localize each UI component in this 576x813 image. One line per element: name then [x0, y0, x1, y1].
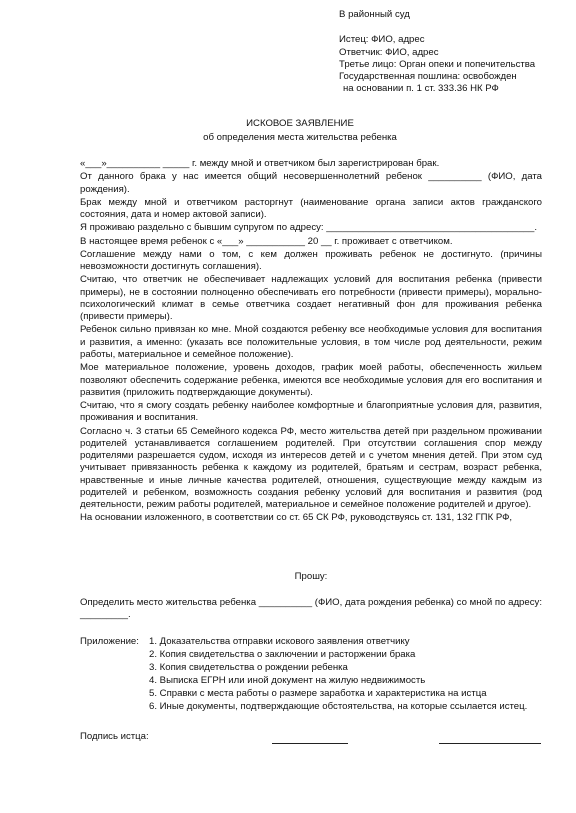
list-item — [80, 688, 550, 701]
attachment-item: 2. Копия свидетельства о заключении и расторжении брака — [149, 649, 416, 661]
signature-label: Подпись истца: — [80, 731, 149, 742]
paragraph-attachment: Ребенок сильно привязан ко мне. Мной создаются ребенку все необходимые условия для воспитания и развития, а именно: (указать все положительные условия, в том числе род деятельности, режим работы, материальное и семейное положение). — [80, 324, 542, 360]
request-heading: Прошу: — [294, 571, 328, 582]
list-item — [80, 636, 550, 649]
attachment-item: 3. Копия свидетельства о рождении ребенка — [149, 662, 348, 674]
document-title: ИСКОВОЕ ЗАЯВЛЕНИЕ — [246, 118, 354, 129]
fee-line: Государственная пошлина: освобожден — [339, 71, 517, 83]
paragraph-defendant-conditions: Считаю, что ответчик не обеспечивает надлежащих условий для воспитания ребенка (привести примеры), не в состоянии полноценно обеспечивать его потребности (привести примеры), морально-психологический климат в семье ответчика создает негативный фон для проживания ребенка (привести примеры). — [80, 274, 542, 323]
paragraph-divorce: Брак между мной и ответчиком расторгнут (наименование органа записи актов гражданского состояния, дата и номер актовой записи). — [80, 196, 542, 221]
fee-basis-line: на основании п. 1 ст. 333.36 НК РФ — [343, 83, 499, 95]
list-item — [80, 649, 550, 662]
attachments-label: Приложение: — [80, 636, 139, 647]
name-line — [439, 743, 541, 744]
paragraph-child: От данного брака у нас имеется общий несовершеннолетний ребенок __________ (ФИО, дата рождения). — [80, 171, 542, 195]
attachments-list — [80, 636, 550, 715]
paragraph-comfort: Считаю, что я смогу создать ребенку наиболее комфортные и благоприятные условия для, развития, проживания и воспитания. — [80, 400, 542, 424]
paragraph-current-residence: В настоящее время ребенок с «___» ___________ 20 __ г. проживает с ответчиком. — [80, 235, 453, 247]
list-item — [80, 675, 550, 688]
document-header — [339, 9, 571, 96]
document-subtitle: об определения места жительства ребенка — [203, 132, 397, 143]
paragraph-law: Согласно ч. 3 статьи 65 Семейного кодекса РФ, место жительства детей при раздельном проживании родителей устанавливается соглашением родителей. При отсутствии соглашения спор между родителями разрешается судом, исходя из интересов детей и с учетом мнения детей. При этом суд учитывает привязанность ребенка к каждому из родителей, братьям и сестрам, возраст ребенка, нравственные и иные личные качества родителей, отношения, существующие между каждым из родителей и ребенком, возможность создания ребенку условий для воспитания и развития (род деятельности, режим работы родителей, материальное и семейное положение родителей и другое). — [80, 425, 542, 511]
court-name: В районный суд — [339, 9, 410, 20]
defendant-line: Ответчик: ФИО, адрес — [339, 46, 439, 58]
paragraph-address: Я проживаю раздельно с бывшим супругом по адресу: _______________________________________. — [80, 222, 538, 234]
attachment-item: 1. Доказательства отправки искового заявления ответчику — [149, 636, 410, 647]
attachment-item: 5. Справки с места работы о размере заработка и характеристика на истца — [149, 688, 487, 700]
document-body — [80, 158, 542, 526]
third-party-line: Третье лицо: Орган опеки и попечительства — [339, 58, 536, 70]
paragraph-basis: На основании изложенного, в соответствии со ст. 65 СК РФ, руководствуясь ст. 131, 132 ГПК РФ, — [80, 512, 513, 524]
paragraph-no-agreement: Соглашение между нами о том, с кем должен проживать ребенок не достигнуто. (причины невозможности достигнуть соглашения). — [80, 248, 542, 273]
plaintiff-line: Истец: ФИО, адрес — [339, 34, 425, 46]
attachment-item: 4. Выписка ЕГРН или иной документ на жилую недвижимость — [149, 675, 426, 687]
list-item — [80, 701, 550, 714]
request-text: Определить место жительства ребенка __________ (ФИО, дата рождения ребенка) со мной по адресу: _________. — [80, 597, 542, 621]
paragraph-financial: Мое материальное положение, уровень доходов, график моей работы, обеспеченность жильем позволяют обеспечить содержание ребенка, имеются все необходимые условия для его воспитания и развития (приложить подтверждающие документы). — [80, 362, 542, 398]
signature-line — [272, 743, 348, 744]
list-item — [80, 662, 550, 675]
paragraph-marriage-date: «___»__________ _____ г. между мной и ответчиком был зарегистрирован брак. — [80, 158, 440, 169]
attachment-item: 6. Иные документы, подтверждающие обстоятельства, на которые ссылается истец. — [149, 701, 528, 713]
